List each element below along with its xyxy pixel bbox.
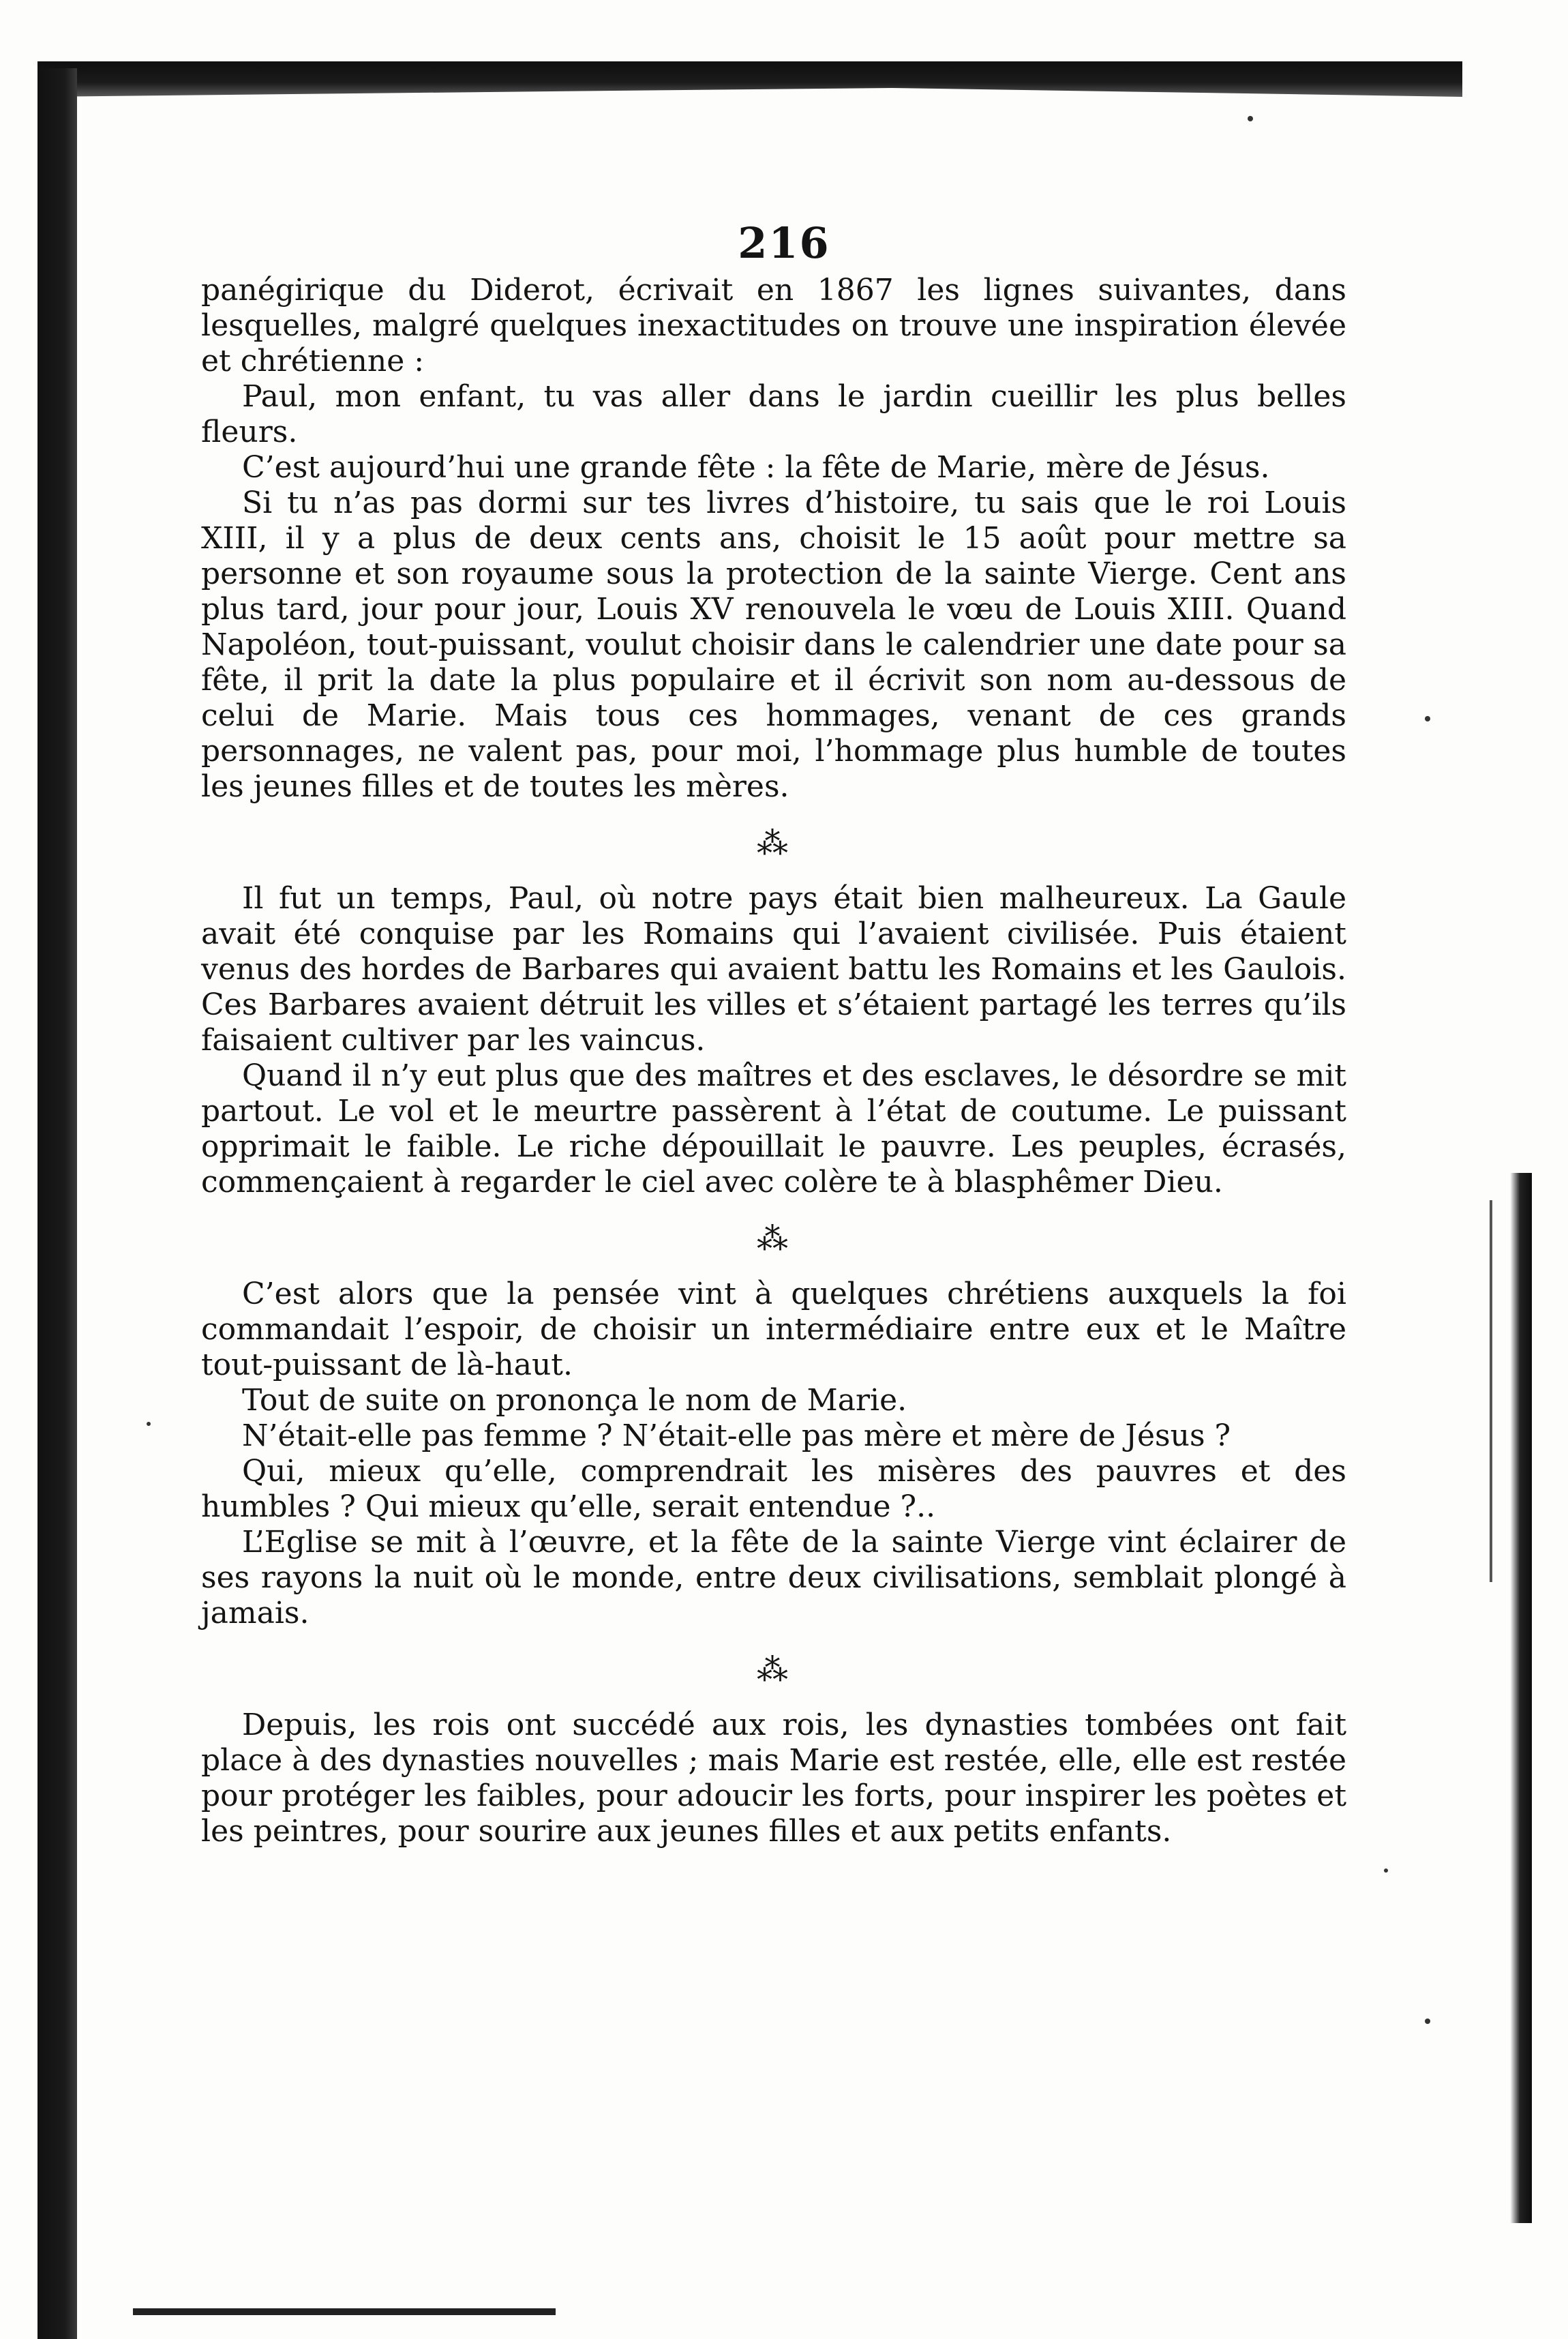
scan-speck: [1384, 1868, 1388, 1873]
scan-edge-left: [37, 68, 77, 2339]
body-text: [201, 273, 1346, 1849]
paragraph: L’Eglise se mit à l’œuvre, et la fête de la sainte Vierge vint éclairer de ses rayons la nuit où le monde, entre deux civilisations, semblait plongé à jamais.: [201, 1525, 1346, 1630]
paragraph: Tout de suite on prononça le nom de Marie.: [242, 1383, 907, 1418]
section-asterism: ⁂: [757, 1220, 791, 1257]
scan-edge-right-line: [1490, 1200, 1492, 1582]
section-asterism: ⁂: [757, 824, 791, 861]
paragraph: Paul, mon enfant, tu vas aller dans le jardin cueillir les plus belles fleurs.: [201, 379, 1346, 449]
paragraph: Quand il n’y eut plus que des maîtres et des esclaves, le désordre se mit partout. Le vol et le meurtre passèrent à l’état de coutume. Le puissant opprimait le faible. Le riche dépouillait le pauvre. Les peuples, écrasés, commençaient à regarder le ciel avec colère te à blasphêmer Dieu.: [201, 1058, 1346, 1200]
paragraph: C’est alors que la pensée vint à quelques chrétiens auxquels la foi commandait l’espoir, de choisir un intermédiaire entre eux et le Maître tout-puissant de là-haut.: [201, 1277, 1346, 1382]
paragraph: Il fut un temps, Paul, où notre pays était bien malheureux. La Gaule avait été conquise par les Romains qui l’avaient civilisée. Puis étaient venus des hordes de Barbares qui avaient battu les Romains et les Gaulois. Ces Barbares avaient détruit les villes et s’étaient partagé les terres qu’ils faisaient cultiver par les vaincus.: [201, 881, 1346, 1058]
paragraph: Depuis, les rois ont succédé aux rois, les dynasties tombées ont fait place à des dynasties nouvelles ; mais Marie est restée, elle, elle est restée pour protéger les faibles, pour adoucir les forts, pour inspirer les poètes et les peintres, pour sourire aux jeunes filles et aux petits enfants.: [201, 1708, 1346, 1849]
scan-speck: [1425, 2018, 1430, 2024]
scan-edge-right: [1510, 1173, 1532, 2223]
paragraph: Qui, mieux qu’elle, comprendrait les misères des pauvres et des humbles ? Qui mieux qu’elle, serait entendue ?..: [201, 1454, 1346, 1524]
scan-edge-top: [37, 61, 1462, 97]
scan-speck: [147, 1422, 151, 1426]
scan-edge-bottom: [133, 2308, 556, 2315]
page-number: 216: [738, 218, 830, 268]
scan-speck: [1425, 716, 1430, 721]
paragraph: C’est aujourd’hui une grande fête : la fête de Marie, mère de Jésus.: [242, 450, 1270, 485]
paragraph: N’était-elle pas femme ? N’était-elle pas mère et mère de Jésus ?: [242, 1418, 1231, 1453]
paragraph: panégirique du Diderot, écrivait en 1867 les lignes suivantes, dans lesquelles, malgré quelques inexactitudes on trouve une inspiration élevée et chrétienne :: [201, 273, 1346, 378]
paragraph: Si tu n’as pas dormi sur tes livres d’histoire, tu sais que le roi Louis XIII, il y a plus de deux cents ans, choisit le 15 août pour mettre sa personne et son royaume sous la protection de la sainte Vierge. Cent ans plus tard, jour pour jour, Louis XV renouvela le vœu de Louis XIII. Quand Napoléon, tout-puissant, voulut choisir dans le calendrier une date pour sa fête, il prit la date la plus populaire et il écrivit son nom au-dessous de celui de Marie. Mais tous ces hommages, venant de ces grands personnages, ne valent pas, pour moi, l’hommage plus humble de toutes les jeunes filles et de toutes les mères.: [201, 486, 1346, 804]
scan-speck: [1248, 116, 1253, 121]
section-asterism: ⁂: [757, 1651, 791, 1688]
